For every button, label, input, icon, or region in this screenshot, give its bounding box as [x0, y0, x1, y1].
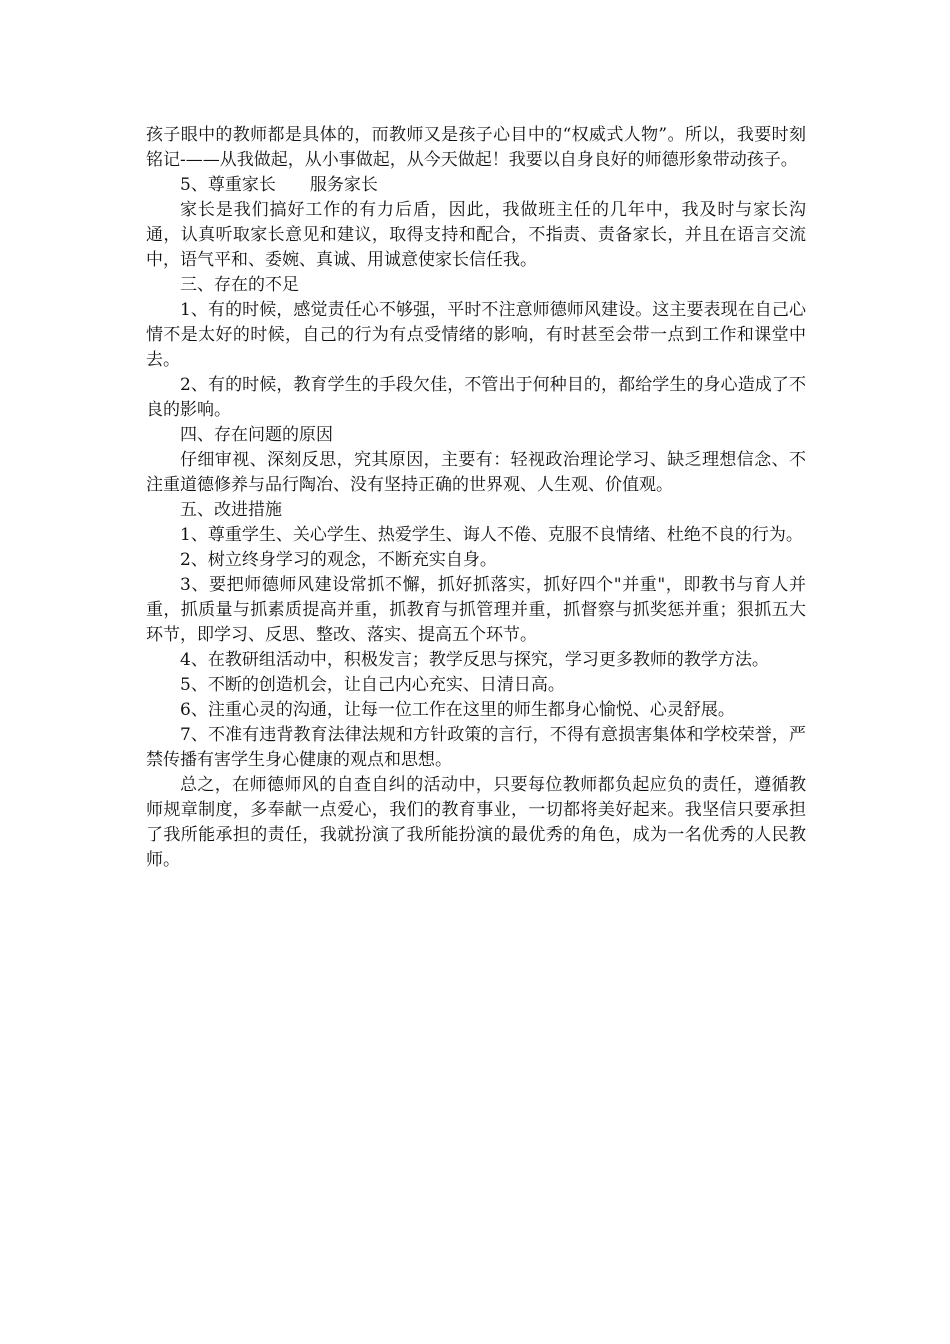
heading-causes: 四、存在问题的原因 — [180, 425, 333, 445]
paragraph-parents: 家长是我们搞好工作的有力后盾，因此，我做班主任的几年中，我及时与家长沟通，认真听取家长意见和建议，取得支持和配合，不指责、责备家长，并且在语言交流中，语气平和、委婉、真诚、用诚意使家长信任我。 — [146, 200, 806, 270]
paragraph-continuation: 孩子眼中的教师都是具体的，而教师又是孩子心目中的“权威式人物”。所以，我要时刻铭记-——从我做起，从小事做起，从今天做起！我要以自身良好的师德形象带动孩子。 — [146, 125, 806, 170]
paragraph-shortcoming-1: 1、有的时候，感觉责任心不够强，平时不注意师德师风建设。这主要表现在自己心情不是太好的时候，自己的行为有点受情绪的影响，有时甚至会带一点到工作和课堂中去。 — [146, 300, 806, 370]
heading-shortcomings: 三、存在的不足 — [180, 275, 299, 295]
paragraph-improvement-7: 7、不准有违背教育法律法规和方针政策的言行，不得有意损害集体和学校荣誉，严禁传播有害学生身心健康的观点和思想。 — [146, 725, 806, 770]
paragraph-shortcoming-2: 2、有的时候，教育学生的手段欠佳，不管出于何种目的，都给学生的身心造成了不良的影响。 — [146, 375, 806, 420]
paragraph-causes: 仔细审视、深刻反思，究其原因，主要有：轻视政治理论学习、缺乏理想信念、不注重道德修养与品行陶冶、没有坚持正确的世界观、人生观、价值观。 — [146, 450, 806, 495]
paragraph-improvement-3: 3、要把师德师风建设常抓不懈，抓好抓落实，抓好四个"并重"，即教书与育人并重，抓质量与抓素质提高并重，抓教育与抓管理并重，抓督察与抓奖惩并重；狠抓五大环节，即学习、反思、整改、落实、提高五个环节。 — [146, 575, 806, 645]
paragraph-conclusion: 总之，在师德师风的自查自纠的活动中，只要每位教师都负起应负的责任，遵循教师规章制度，多奉献一点爱心，我们的教育事业，一切都将美好起来。我坚信只要承担了我所能承担的责任，我就扮演了我所能扮演的最优秀的角色，成为一名优秀的人民教师。 — [146, 775, 806, 870]
paragraph-improvement-2: 2、树立终身学习的观念，不断充实自身。 — [180, 550, 497, 570]
paragraph-improvement-1: 1、尊重学生、关心学生、热爱学生、诲人不倦、克服不良情绪、杜绝不良的行为。 — [180, 525, 803, 545]
paragraph-improvement-6: 6、注重心灵的沟通，让每一位工作在这里的师生都身心愉悦、心灵舒展。 — [180, 700, 735, 720]
heading-improvements: 五、改进措施 — [180, 500, 282, 520]
paragraph-improvement-5: 5、不断的创造机会，让自己内心充实、日清日高。 — [180, 675, 565, 695]
heading-respect-parents: 5、尊重家长 服务家长 — [180, 175, 378, 195]
document-page — [146, 123, 806, 873]
paragraph-improvement-4: 4、在教研组活动中，积极发言；教学反思与探究，学习更多教师的教学方法。 — [180, 650, 769, 670]
